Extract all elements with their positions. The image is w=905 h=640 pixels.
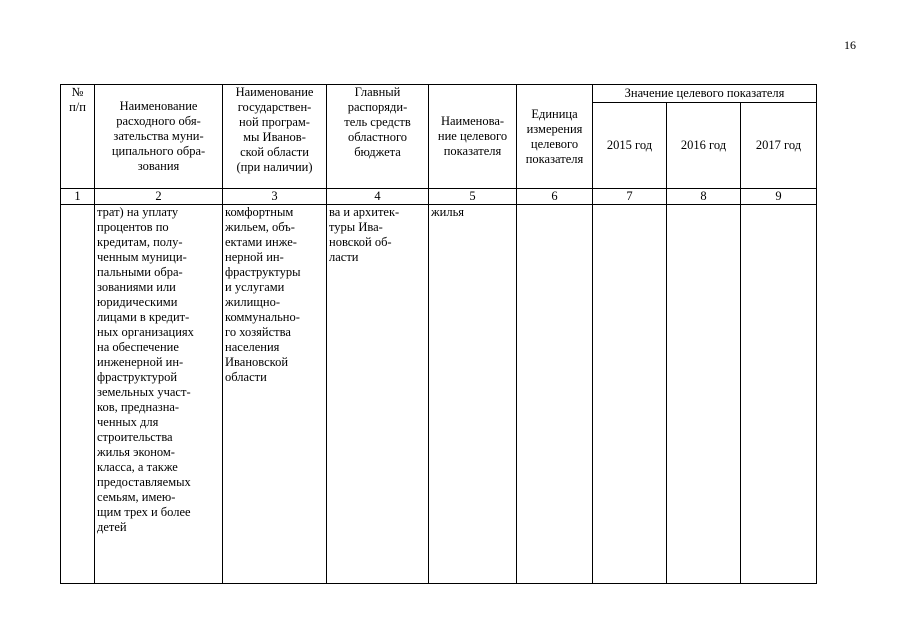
cell-state-program: комфортным жильем, объ- ектами инже- нерной ин- фраструктуры и услугами жилищно- коммунально- го хозяйства населения Ивановской области: [223, 205, 327, 584]
column-number: 1: [61, 189, 95, 205]
header-chief-administrator: Главный распоряди- тель средств областного бюджета: [327, 85, 429, 189]
column-number: 9: [741, 189, 817, 205]
cell-chief-administrator: ва и архитек- туры Ива- новской об- ласти: [327, 205, 429, 584]
header-expense-obligation: Наименование расходного обя- зательства муни- ципального обра- зования: [95, 85, 223, 189]
column-number: 3: [223, 189, 327, 205]
header-state-program: Наименование государствен- ной програм- мы Иванов- ской области (при наличии): [223, 85, 327, 189]
cell-value-2017: [741, 205, 817, 584]
header-number: № п/п: [61, 85, 95, 189]
header-year-2017: 2017 год: [741, 103, 817, 189]
target-indicators-table: [60, 84, 817, 584]
cell-number: [61, 205, 95, 584]
column-number: 7: [593, 189, 667, 205]
column-number: 5: [429, 189, 517, 205]
table-row: [61, 205, 817, 584]
header-year-2015: 2015 год: [593, 103, 667, 189]
header-row-1: [61, 85, 817, 103]
column-number: 6: [517, 189, 593, 205]
header-target-value-group: Значение целевого показателя: [593, 85, 817, 103]
column-number: 8: [667, 189, 741, 205]
cell-indicator-name: жилья: [429, 205, 517, 584]
cell-unit: [517, 205, 593, 584]
header-unit: Единица измерения целевого показателя: [517, 85, 593, 189]
header-indicator-name: Наименова- ние целевого показателя: [429, 85, 517, 189]
cell-value-2016: [667, 205, 741, 584]
cell-value-2015: [593, 205, 667, 584]
column-number-row: [61, 189, 817, 205]
column-number: 2: [95, 189, 223, 205]
header-year-2016: 2016 год: [667, 103, 741, 189]
page-number: 16: [844, 38, 856, 52]
column-number: 4: [327, 189, 429, 205]
cell-expense-obligation: трат) на уплату процентов по кредитам, полу- ченным муници- пальными обра- зованиями или юридическими лицами в кредит- ных организациях на обеспечение инженерной ин- фраструктурой земельных участ- ков, предназна- ченных для строительства жилья эконом- класса, а также предоставляемых семьям, имею- щим трех и более детей: [95, 205, 223, 584]
